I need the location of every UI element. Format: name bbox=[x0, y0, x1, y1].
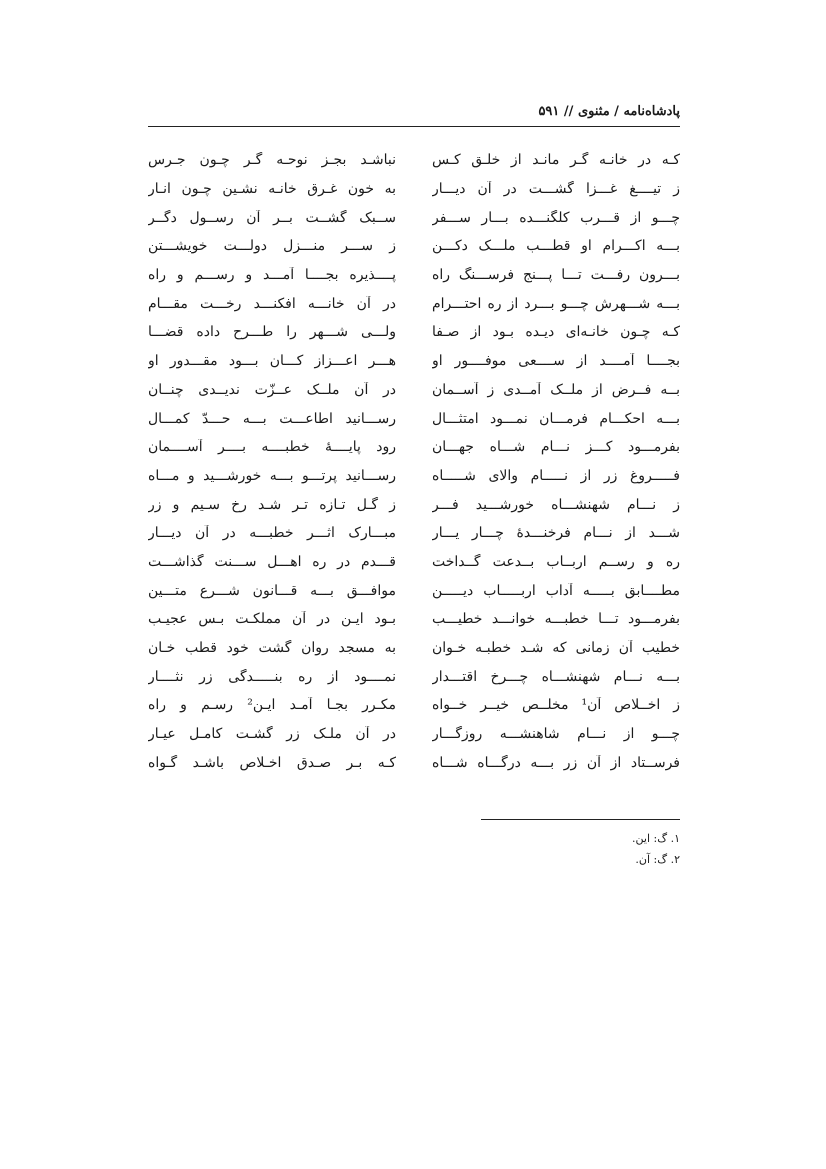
verse-line bbox=[148, 519, 680, 548]
hemistich-first: کـه در خانـه گـر مانـد از خلـق کـس bbox=[432, 152, 680, 169]
verse-line bbox=[148, 605, 680, 634]
hemistich-first: ره و رســم اربــاب بــدعت گــداخت bbox=[432, 553, 680, 570]
hemistich-second: ولـــی شـــهر را طـــرح داده قضـــا bbox=[148, 324, 396, 341]
hemistich-first: بــه فــرض از ملــک آمــدی ز آســمان bbox=[432, 381, 680, 398]
verse-line bbox=[148, 376, 680, 405]
verse-line bbox=[148, 175, 680, 204]
verse-line bbox=[148, 318, 680, 347]
verse-line bbox=[148, 462, 680, 491]
verse-line bbox=[148, 433, 680, 462]
hemistich-first: کـه چـون خانـه‌ای دیـده بـود از صـفا bbox=[432, 324, 680, 341]
verse-line bbox=[148, 691, 680, 720]
hemistich-second: به خون غـرق خانـه نشـین چـون انـار bbox=[148, 181, 396, 198]
hemistich-second: رســـانید پرتـــو بـــه خورشـــید و مـــاه bbox=[148, 467, 396, 484]
verse-line bbox=[148, 576, 680, 605]
verse-line bbox=[148, 720, 680, 749]
verse-line bbox=[148, 347, 680, 376]
hemistich-second: نمــــود از ره بنـــــدگی زر نثــــار bbox=[148, 668, 396, 685]
verse-line bbox=[148, 232, 680, 261]
hemistich-second: ســبک گشــت بــر آن رســول دگــر bbox=[148, 209, 396, 226]
hemistich-first: شـــد از نـــام فرخنـــدهٔ چـــار یـــار bbox=[432, 525, 680, 542]
hemistich-first: بجــــا آمــــد از ســــعی موفــــور او bbox=[432, 353, 680, 370]
hemistich-first: مطــــابق بـــــه آداب اربـــــاب دیـــــن bbox=[432, 582, 680, 599]
footnote: ۱. گ: این. bbox=[632, 832, 680, 845]
hemistich-second: رود پایــــهٔ خطبــــه بــــر آســــمان bbox=[148, 439, 396, 456]
hemistich-first: ز اخــلاص آن¹ مخلــص خیــر خــواه bbox=[432, 697, 680, 714]
hemistich-first: بـــه اکـــرام او قطـــب ملـــک دکـــن bbox=[432, 238, 680, 255]
verse-line bbox=[148, 289, 680, 318]
hemistich-second: مکـرر بجـا آمـد ایـن² رسـم و راه bbox=[148, 697, 396, 714]
hemistich-first: بـــه احکـــام فرمـــان نمـــود امتثـــال bbox=[432, 410, 680, 427]
verse-line bbox=[148, 634, 680, 663]
hemistich-first: بفرمـــود کـــز نـــام شـــاه جهـــان bbox=[432, 439, 680, 456]
hemistich-first: چـــو از قـــرب کلگنـــده بـــار ســـفر bbox=[432, 209, 680, 226]
hemistich-second: رســـانید اطاعـــت بـــه حـــدّ کمـــال bbox=[148, 410, 396, 427]
hemistich-second: بـود ایـن در آن مملکـت بـس عجیـب bbox=[148, 611, 396, 628]
hemistich-second: موافـــق بـــه قـــانون شـــرع متـــین bbox=[148, 582, 396, 599]
hemistich-first: فـــــروغ زر از نـــــام والای شـــــاه bbox=[432, 467, 680, 484]
header-rule bbox=[148, 126, 680, 127]
verse-line bbox=[148, 748, 680, 777]
hemistich-second: در آن خانـــه افکنـــد رخـــت مقـــام bbox=[148, 295, 396, 312]
verse-line bbox=[148, 662, 680, 691]
hemistich-second: هـــر اعـــزاز کـــان بـــود مقـــدور او bbox=[148, 353, 396, 370]
hemistich-second: ز ســـر منـــزل دولـــت خویشـــتن bbox=[148, 238, 396, 255]
verse-block bbox=[148, 146, 680, 777]
footnote: ۲. گ: آن. bbox=[635, 853, 680, 866]
running-head: پادشاه‌نامه / مثنوی // ۵۹۱ bbox=[538, 104, 680, 119]
verse-line bbox=[148, 146, 680, 175]
hemistich-second: در آن ملـک زر گشـت کامـل عیـار bbox=[148, 726, 396, 743]
verse-line bbox=[148, 404, 680, 433]
verse-line bbox=[148, 261, 680, 290]
hemistich-first: چـــو از نـــام شاهنشـــه روزگـــار bbox=[432, 726, 680, 743]
hemistich-second: ز گـل تـازه تـر شـد رخ سـیم و زر bbox=[148, 496, 396, 513]
footnotes bbox=[480, 828, 680, 870]
hemistich-second: کـه بـر صـدق اخـلاص باشـد گـواه bbox=[148, 754, 396, 771]
verse-line bbox=[148, 490, 680, 519]
hemistich-second: در آن ملــک عــزّت ندیــدی چنــان bbox=[148, 381, 396, 398]
verse-line bbox=[148, 548, 680, 577]
hemistich-first: ز نـــام شهنشـــاه خورشـــید فـــر bbox=[432, 496, 680, 513]
hemistich-first: بـــه نـــام شهنشـــاه چـــرخ اقتـــدار bbox=[432, 668, 680, 685]
hemistich-second: مبـــارک اثـــر خطبـــه در آن دیـــار bbox=[148, 525, 396, 542]
hemistich-first: خطیب آن زمانی که شـد خطبـه خـوان bbox=[432, 640, 680, 657]
hemistich-second: به مسجد روان گشت خود قطب خـان bbox=[148, 640, 396, 657]
footnote-rule bbox=[481, 819, 680, 820]
hemistich-first: فرســتاد از آن زر بـــه درگـــاه شـــاه bbox=[432, 754, 680, 771]
hemistich-second: قـــدم در ره اهـــل ســـنت گذاشـــت bbox=[148, 553, 396, 570]
hemistich-first: بفرمـــود تـــا خطبـــه خوانـــد خطیـــب bbox=[432, 611, 680, 628]
hemistich-first: بـــرون رفـــت تـــا پـــنج فرســـنگ راه bbox=[432, 267, 680, 284]
hemistich-first: ز تیــــغ غـــزا گشـــت در آن دیـــار bbox=[432, 181, 680, 198]
hemistich-second: نباشـد بجـز نوحـه گـر چـون جـرس bbox=[148, 152, 396, 169]
hemistich-second: پــــذیره بجــــا آمـــد و رســـم و راه bbox=[148, 267, 396, 284]
hemistich-first: بـــه شـــهرش چـــو بـــرد از ره احتـــرام bbox=[432, 295, 680, 312]
verse-line bbox=[148, 203, 680, 232]
